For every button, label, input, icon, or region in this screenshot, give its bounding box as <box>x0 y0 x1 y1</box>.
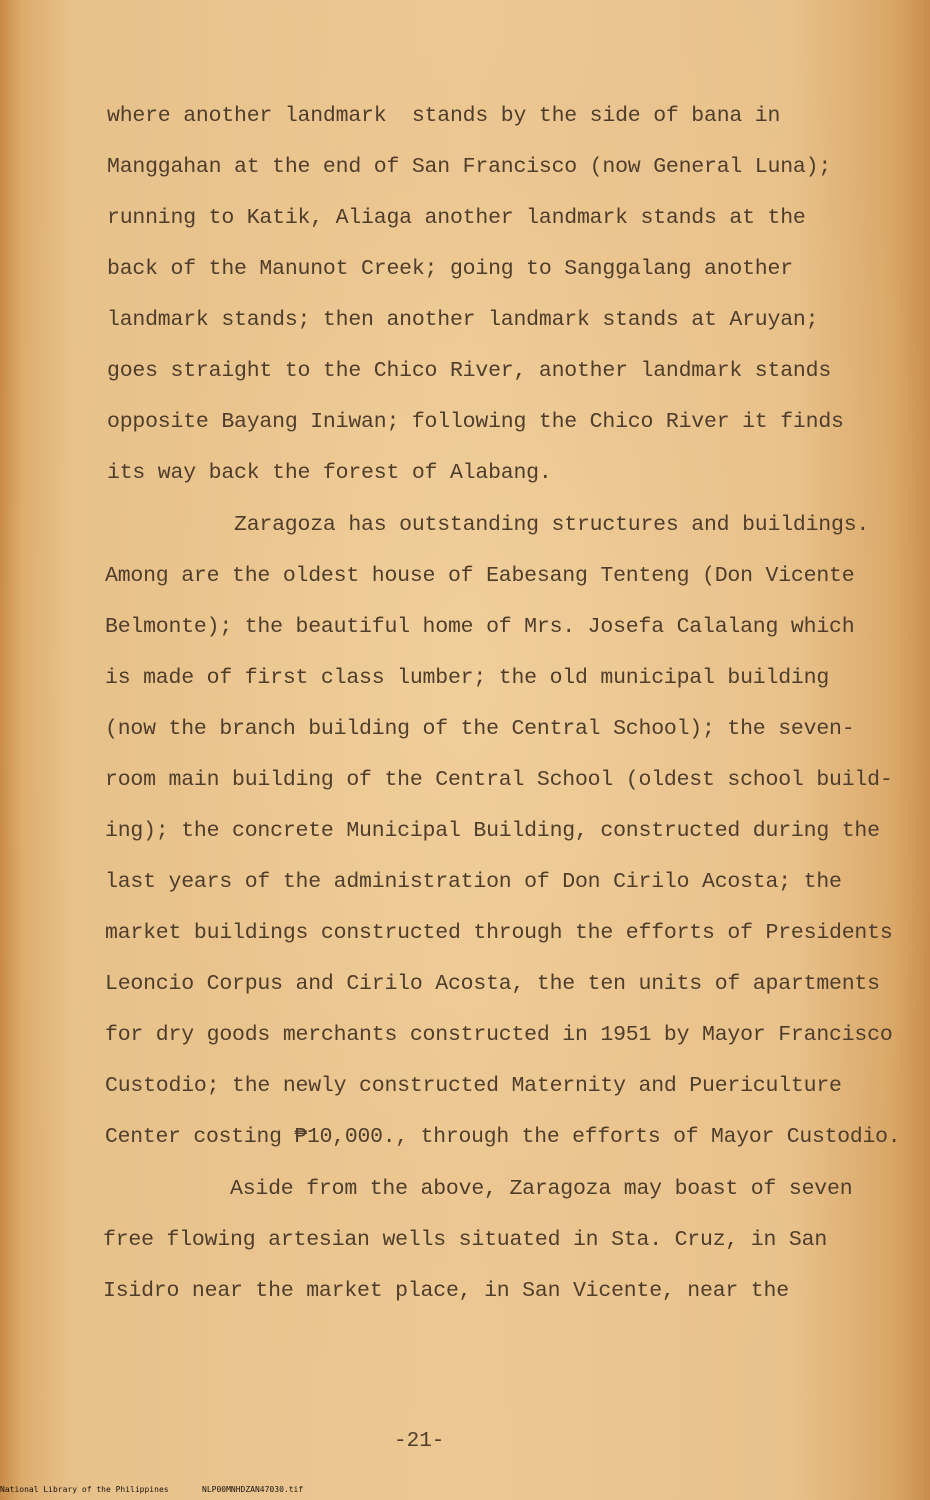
text-line: is made of first class lumber; the old municipal building <box>105 666 830 690</box>
archive-footer <box>0 1485 930 1498</box>
page-number: -21- <box>394 1430 445 1453</box>
paragraph-first-line: Zaragoza has outstanding structures and buildings. <box>234 513 870 537</box>
text-line: running to Katik, Aliaga another landmark stands at the <box>107 206 806 230</box>
text-line: market buildings constructed through the efforts of Presidents <box>105 921 893 945</box>
text-line: its way back the forest of Alabang. <box>107 461 552 485</box>
text-line: back of the Manunot Creek; going to Sanggalang another <box>107 257 793 281</box>
text-line: Leoncio Corpus and Cirilo Acosta, the ten units of apartments <box>105 972 880 996</box>
text-line: Belmonte); the beautiful home of Mrs. Josefa Calalang which <box>105 615 855 639</box>
text-line: Custodio; the newly constructed Maternity and Puericulture <box>105 1074 842 1098</box>
archive-name: National Library of the Philippines <box>0 1485 169 1494</box>
text-line: for dry goods merchants constructed in 1951 by Mayor Francisco <box>105 1023 893 1047</box>
text-line: Center costing ₱10,000., through the efforts of Mayor Custodio. <box>105 1125 901 1149</box>
text-line: last years of the administration of Don Cirilo Acosta; the <box>105 870 842 894</box>
text-line: where another landmark stands by the side of bana in <box>107 104 781 128</box>
text-line: Manggahan at the end of San Francisco (now General Luna); <box>107 155 832 179</box>
text-line: goes straight to the Chico River, another landmark stands <box>107 359 832 383</box>
text-line: Among are the oldest house of Eabesang Tenteng (Don Vicente <box>105 564 855 588</box>
text-line: (now the branch building of the Central School); the seven- <box>105 717 855 741</box>
text-line: room main building of the Central School (oldest school build- <box>105 768 893 792</box>
text-line: free flowing artesian wells situated in Sta. Cruz, in San <box>103 1228 828 1252</box>
text-line: ing); the concrete Municipal Building, constructed during the <box>105 819 880 843</box>
paragraph-first-line: Aside from the above, Zaragoza may boast of seven <box>230 1177 853 1201</box>
text-line: opposite Bayang Iniwan; following the Chico River it finds <box>107 410 844 434</box>
text-line: Isidro near the market place, in San Vicente, near the <box>103 1279 789 1303</box>
file-name: NLP00MNHDZAN47030.tif <box>202 1485 304 1494</box>
text-line: landmark stands; then another landmark stands at Aruyan; <box>107 308 819 332</box>
